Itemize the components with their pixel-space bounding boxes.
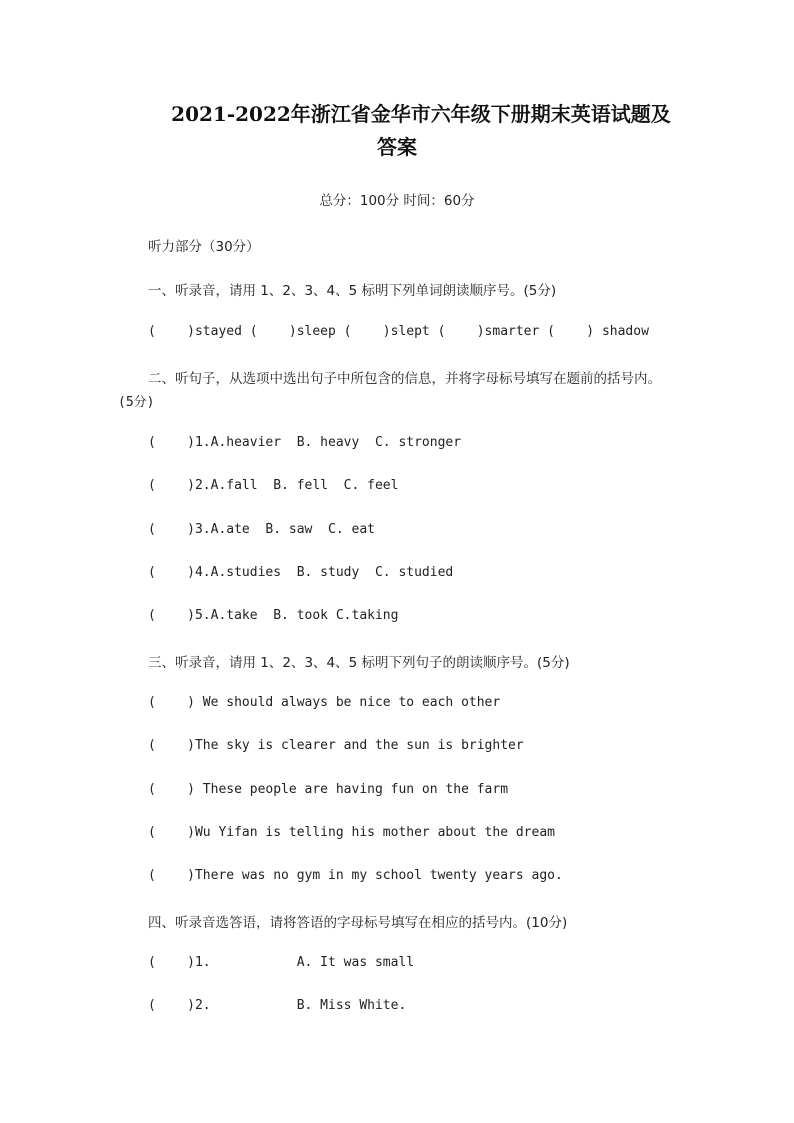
section-3-item: ( ) These people are having fun on the farm	[148, 782, 509, 797]
score-time-info: 总分：100分 时间：60分	[319, 193, 475, 209]
section-3-item: ( )The sky is clearer and the sun is brighter	[148, 738, 524, 753]
section-2-item: ( )3.A.ate B. saw C. eat	[148, 522, 375, 537]
section-2-item: ( )2.A.fall B. fell C. feel	[148, 478, 399, 493]
listening-section-header: 听力部分（30分）	[148, 239, 260, 255]
document-title-line-2: 答案	[377, 135, 417, 159]
document-title-line-1: 2021-2022年浙江省金华市六年级下册期末英语试题及	[171, 102, 671, 126]
section-3-item: ( )Wu Yifan is telling his mother about the dream	[148, 825, 555, 840]
section-2-heading: 二、听句子，从选项中选出句子中所包含的信息，并将字母标号填写在题前的括号内。	[148, 371, 661, 387]
section-2-item: ( )1.A.heavier B. heavy C. stronger	[148, 435, 462, 450]
section-4-item: ( )2. B. Miss White.	[148, 998, 407, 1013]
section-2-heading-continued: (5分)	[118, 395, 155, 410]
section-3-item: ( ) We should always be nice to each other	[148, 695, 501, 710]
section-3-item: ( )There was no gym in my school twenty years ago.	[148, 868, 563, 883]
section-4-item: ( )1. A. It was small	[148, 955, 415, 970]
section-3-heading: 三、听录音，请用 1、2、3、4、5 标明下列句子的朗读顺序号。(5分)	[148, 655, 570, 671]
section-2-item: ( )4.A.studies B. study C. studied	[148, 565, 454, 580]
section-1-word-order-line: ( )stayed ( )sleep ( )slept ( )smarter ( ) shadow	[148, 324, 649, 339]
section-1-heading: 一、听录音，请用 1、2、3、4、5 标明下列单词朗读顺序号。(5分)	[148, 283, 557, 299]
section-2-item: ( )5.A.take B. took C.taking	[148, 608, 399, 623]
section-4-heading: 四、听录音选答语，请将答语的字母标号填写在相应的括号内。(10分)	[148, 915, 568, 931]
